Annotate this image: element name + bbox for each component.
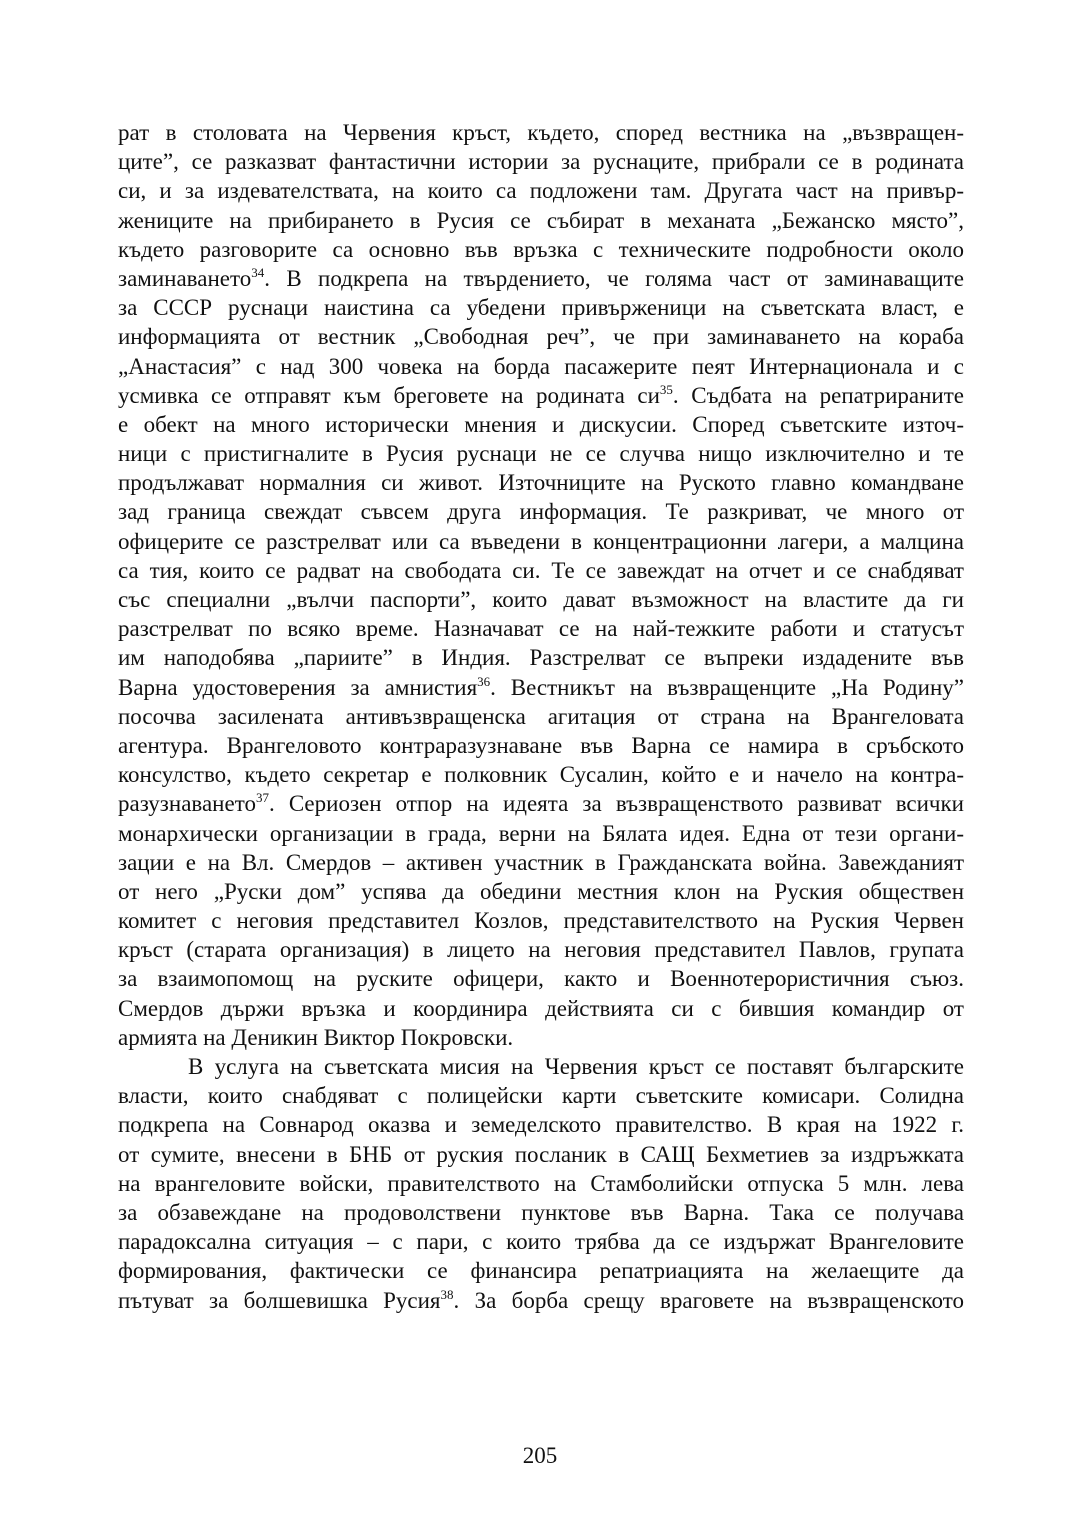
footnote-ref: 35 [659, 381, 673, 397]
text-line: със специални „вълчи паспорти”, които дават възможност на властите да ги [118, 587, 964, 612]
text-line [118, 673, 964, 702]
text-line: продължават нормалния си живот. Източниците на Руското главно командване [118, 470, 964, 496]
text-segment: Варна удостоверения за амнистия [118, 674, 478, 700]
text-segment: . Съдбата на репатрираните [672, 382, 964, 408]
text-line: армията на Деникин Виктор Покровски. [118, 1024, 514, 1050]
page-number: 205 [522, 1443, 558, 1468]
text-line: зад граница свеждат съвсем друга информация. Те разкриват, че много от [118, 499, 964, 525]
text-line: информацията от вестник „Свободная реч”, че при заминаването на кораба [118, 324, 964, 350]
text-segment: заминаването [118, 265, 252, 291]
footnote-ref: 38 [440, 1286, 454, 1302]
footnote-ref: 37 [255, 790, 269, 806]
text-line: за СССР руснаци наистина са убедени привърженици на съветската власт, е [118, 295, 964, 321]
footnote-ref: 36 [477, 673, 491, 689]
footnote-ref: 34 [251, 264, 265, 280]
text-line: монархически организации в града, верни на Бялата идея. Една от тези органи- [118, 820, 964, 846]
text-line: кръст (старата организация) в лицето на неговия представител Павлов, групата [118, 937, 964, 963]
text-line: жениците на прибирането в Русия се събират в механата „Бежанско място”, [118, 207, 964, 233]
text-line: им наподобява „париите” в Индия. Разстрелват се въпреки издадените във [118, 645, 964, 671]
text-line: за взаимопомощ на руските офицери, както и Военнотерористичния съюз. [118, 966, 964, 992]
text-line: власти, които снабдяват с полицейски карти съветските комисари. Солидна [118, 1083, 964, 1109]
text-line: Смердов държи връзка и координира действията си с бившия командир от [118, 995, 964, 1021]
text-line [118, 789, 964, 818]
text-line: от него „Руски дом” успява да обедини местния клон на Руския обществен [118, 878, 964, 904]
text-line: офицерите се разстрелват или са въведени в концентрационни лагери, а малцина [118, 528, 964, 554]
text-segment: . Сериозен отпор на идеята за възвращенството развиват всички [268, 791, 964, 817]
text-line: парадоксална ситуация – с пари, с които трябва да се издържат Врангеловите [118, 1229, 964, 1255]
text-line: където разговорите са основно във връзка с техническите подробности около [118, 236, 964, 262]
text-line [118, 264, 964, 293]
text-line: зации е на Вл. Смердов – активен участник в Гражданската война. Завежданият [118, 849, 964, 875]
text-line: от сумите, внесени в БНБ от руския посланик в САЩ Бехметиев за издръжката [118, 1141, 964, 1167]
text-line: консулство, където секретар е полковник Сусалин, който е и начело на контра- [118, 762, 964, 788]
body-text [118, 118, 964, 1315]
text-line: за обзавеждане на продоволствени пунктове във Варна. Така се получава [118, 1199, 964, 1225]
text-line: разстрелват по всяко време. Назначават се на най-тежките работи и статусът [118, 616, 964, 642]
text-segment: усмивка се отправят към бреговете на родината си [118, 382, 660, 408]
text-line: подкрепа на Совнарод оказва и земеделското правителство. В края на 1922 г. [118, 1112, 964, 1138]
text-segment: . За борба срещу враговете на възвращенското [453, 1287, 964, 1313]
text-segment: пътуват за болшевишка Русия [118, 1287, 441, 1313]
text-segment: разузнаването [118, 791, 256, 817]
text-line: е обект на много исторически мнения и дискусии. Според съветските източ- [118, 411, 964, 437]
text-line: си, и за издевателствата, на които са подложени там. Другата част на привър- [118, 178, 964, 204]
text-segment: . Вестникът на възвращенците „На Родину” [490, 674, 964, 700]
text-line: са тия, които се радват на свободата си. Те се завеждат на отчет и се снабдяват [118, 557, 964, 583]
text-line: рат в столовата на Червения кръст, където, според вестника на „възвращен- [118, 120, 964, 145]
text-line: комитет с неговия представител Козлов, представителството на Руския Червен [118, 908, 964, 934]
text-line: ците”, се разказват фантастични истории за руснаците, прибрали се в родината [118, 149, 964, 175]
text-segment: . В подкрепа на твърдението, че голяма част от заминаващите [264, 265, 964, 291]
text-line: посочва засилената антивъзвращенска агитация от страна на Врангеловата [118, 703, 964, 729]
text-line [118, 381, 964, 410]
text-line: „Анастасия” с над 300 човека на борда пасажерите пеят Интернационала и с [118, 353, 964, 379]
text-line: агентура. Врангеловото контраразузнаване във Варна се намира в сръбското [118, 732, 964, 758]
text-line: ници с пристигналите в Русия руснаци не се случва нищо изключително и те [118, 441, 964, 467]
text-line: В услуга на съветската мисия на Червения кръст се поставят българските [188, 1054, 964, 1079]
text-line: на врангеловите войски, правителството на Стамболийски отпуска 5 млн. лева [118, 1170, 964, 1196]
text-line [118, 1286, 964, 1315]
text-line: формирования, фактически се финансира репатриацията на желаещите да [118, 1258, 964, 1284]
